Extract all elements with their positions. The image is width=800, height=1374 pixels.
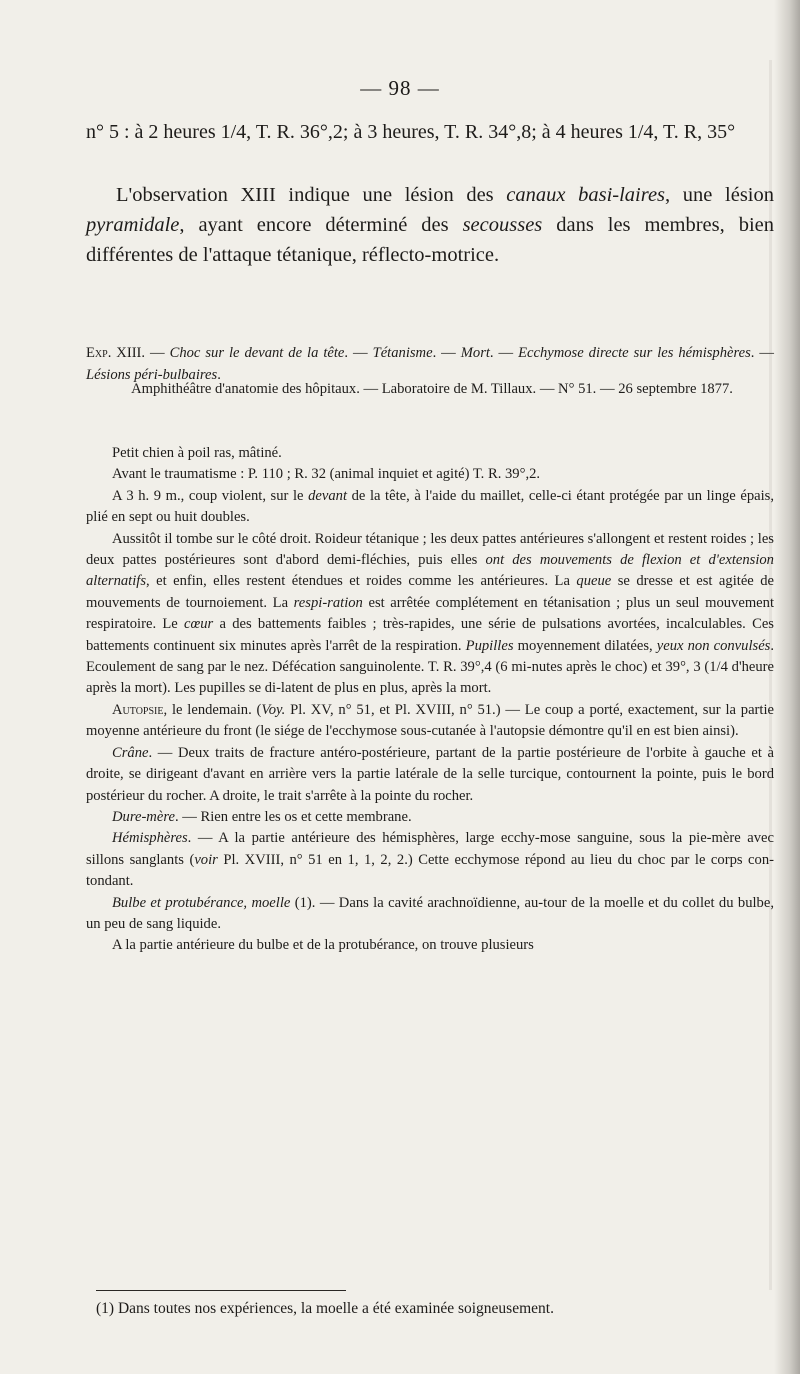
body-text: , et enfin, elles restent étendues et roides comme les antérieures. La bbox=[146, 573, 577, 590]
experiment-title-3: Mort bbox=[460, 345, 490, 361]
body-text: . Ecoulement de sang par le nez. Défécation sanguinolente. T. R. 39°,4 (6 mi-nutes après le choc) et 39°, 3 (1/4 d'heure après la mort). Les pupilles se di-latent de plus en plus, après la mort. bbox=[86, 637, 775, 697]
body-emph: devant bbox=[308, 487, 347, 504]
body-text: A la partie antérieure du bulbe et de la protubérance, on trouve plusieurs bbox=[112, 937, 534, 954]
experiment-title-1: Choc sur le devant de la tête bbox=[169, 345, 345, 361]
body-paragraph bbox=[86, 443, 774, 464]
section-label-dure-mere: Dure-mère bbox=[112, 808, 175, 825]
body-emph: yeux non convulsés bbox=[656, 637, 771, 654]
body-paragraph bbox=[86, 743, 774, 807]
heading-end: . bbox=[217, 367, 221, 383]
experiment-body bbox=[86, 443, 774, 957]
body-text: Avant le traumatisme : P. 110 ; R. 32 (animal inquiet et agité) T. R. 39°,2. bbox=[112, 466, 541, 483]
body-text: Pl. XVIII, n° 51 en 1, 1, 2, 2.) Cette ecchymose répond au lieu du choc par le corps con-tondant. bbox=[86, 851, 774, 890]
body-paragraph bbox=[86, 464, 774, 485]
section-label-hemispheres: Hémisphères bbox=[112, 830, 188, 847]
body-text: est arrêtée complétement en tétanisation ; plus un seul mouvement respiratoire. Le bbox=[86, 594, 774, 633]
body-paragraph bbox=[86, 700, 774, 743]
body-paragraph bbox=[86, 893, 774, 936]
body-emph: voir bbox=[194, 851, 218, 868]
observation-paragraph bbox=[86, 180, 774, 270]
body-text: . — A la partie antérieure des hémisphères, large ecchy-mose sanguine, sous la pie-mère avec sillons sanglants ( bbox=[86, 830, 774, 868]
body-emph: queue bbox=[576, 573, 612, 590]
observation-emph-3: secousses bbox=[462, 214, 543, 236]
body-paragraph bbox=[86, 486, 774, 529]
section-label-crane: Crâne bbox=[112, 744, 149, 761]
observation-text-2: , une lésion bbox=[665, 184, 774, 206]
body-paragraph bbox=[86, 807, 774, 828]
body-paragraph bbox=[86, 529, 774, 700]
page-edge-shadow bbox=[774, 0, 800, 1374]
body-text: Petit chien à poil ras, mâtiné. bbox=[112, 445, 282, 461]
heading-separator: — bbox=[145, 345, 170, 361]
heading-separator: . — bbox=[344, 345, 373, 361]
body-text: Pl. XV, n° 51, et Pl. XVIII, n° 51.) — Le coup a porté, exactement, sur la partie moyenne antérieure du front (le siége de l'ecchymose sous-cutanée à l'autopsie démontre qu'il en est bien ainsi). bbox=[86, 701, 775, 740]
page-number: — 98 — bbox=[360, 76, 440, 100]
experiment-title-5: Lésions péri-bulbaires bbox=[86, 367, 218, 383]
footnote: (1) Dans toutes nos expériences, la moelle a été examinée soigneusement. bbox=[96, 1300, 554, 1317]
heading-separator: . — bbox=[750, 345, 774, 361]
body-text: . — Deux traits de fracture antéro-postérieure, partant de la partie postérieure de l'orbite à gauche et à droite, se dirigeant d'avant en arrière vers la partie latérale de la selle turcique, contournent la pointe, puis le bord postérieur du rocher. A droite, le trait s'arrête à la pointe du rocher. bbox=[86, 744, 774, 804]
heading-separator: . — bbox=[432, 345, 461, 361]
temperature-readings bbox=[86, 118, 774, 146]
observation-emph-2: pyramidale bbox=[86, 214, 180, 236]
temperature-text: n° 5 : à 2 heures 1/4, T. R. 36°,2; à 3 heures, T. R. 34°,8; à 4 heures 1/4, T. R, 35° bbox=[86, 121, 736, 143]
body-emph: Voy. bbox=[261, 701, 286, 718]
body-text: , le lendemain. ( bbox=[163, 701, 262, 718]
body-emph: cœur bbox=[184, 616, 214, 633]
body-text: se dresse et est agitée de mouvements de tournoiement. La bbox=[86, 573, 775, 611]
section-label-bulbe: Bulbe et protubérance, moelle bbox=[112, 894, 291, 911]
autopsy-label: Autopsie bbox=[112, 701, 164, 718]
body-text: a des battements faibles ; très-rapides, une série de pulsations avortées, incalculables. Ces battements continuent six minutes après l'arrêt de la respiration. bbox=[86, 616, 774, 654]
observation-text-4: dans les membres, bien différentes de l'attaque tétanique, réflecto-motrice. bbox=[86, 214, 774, 266]
observation-text-1: L'observation XIII indique une lésion des bbox=[116, 184, 507, 206]
body-emph: ont des mouvements de flexion et d'extension alternatifs bbox=[86, 552, 774, 590]
body-paragraph bbox=[86, 935, 774, 956]
body-text: Aussitôt il tombe sur le côté droit. Roideur tétanique ; les deux pattes antérieures s'allongent et restent roides ; les deux pattes postérieures sont d'abord demi-fléchies, puis elles bbox=[86, 530, 774, 569]
body-text: de la tête, à l'aide du maillet, celle-ci étant protégée par un linge épais, plié en sept ou huit doubles. bbox=[86, 487, 774, 526]
body-text: moyennement dilatées, bbox=[513, 637, 657, 654]
body-text: . — Rien entre les os et cette membrane. bbox=[174, 808, 412, 825]
experiment-title-2: Tétanisme bbox=[372, 345, 433, 361]
footnote-rule bbox=[96, 1290, 346, 1291]
body-emph: respi-ration bbox=[293, 594, 363, 611]
body-text: A 3 h. 9 m., coup violent, sur le bbox=[112, 487, 309, 504]
body-text: (1). — Dans la cavité arachnoïdienne, au-tour de la moelle et du collet du bulbe, un peu de sang liquide. bbox=[86, 894, 774, 932]
observation-emph-1: canaux basi-laires bbox=[506, 184, 666, 206]
heading-separator: . — bbox=[489, 345, 519, 361]
observation-text-3: , ayant encore déterminé des bbox=[179, 214, 463, 236]
body-paragraph bbox=[86, 828, 774, 892]
body-emph: Pupilles bbox=[465, 637, 514, 654]
experiment-title-4: Ecchymose directe sur les hémisphères bbox=[518, 345, 751, 361]
experiment-label: Exp. XIII. bbox=[86, 345, 146, 361]
experiment-location: Amphithéâtre d'anatomie des hôpitaux. — Laboratoire de M. Tillaux. — N° 51. — 26 septembre 1877. bbox=[131, 381, 733, 397]
